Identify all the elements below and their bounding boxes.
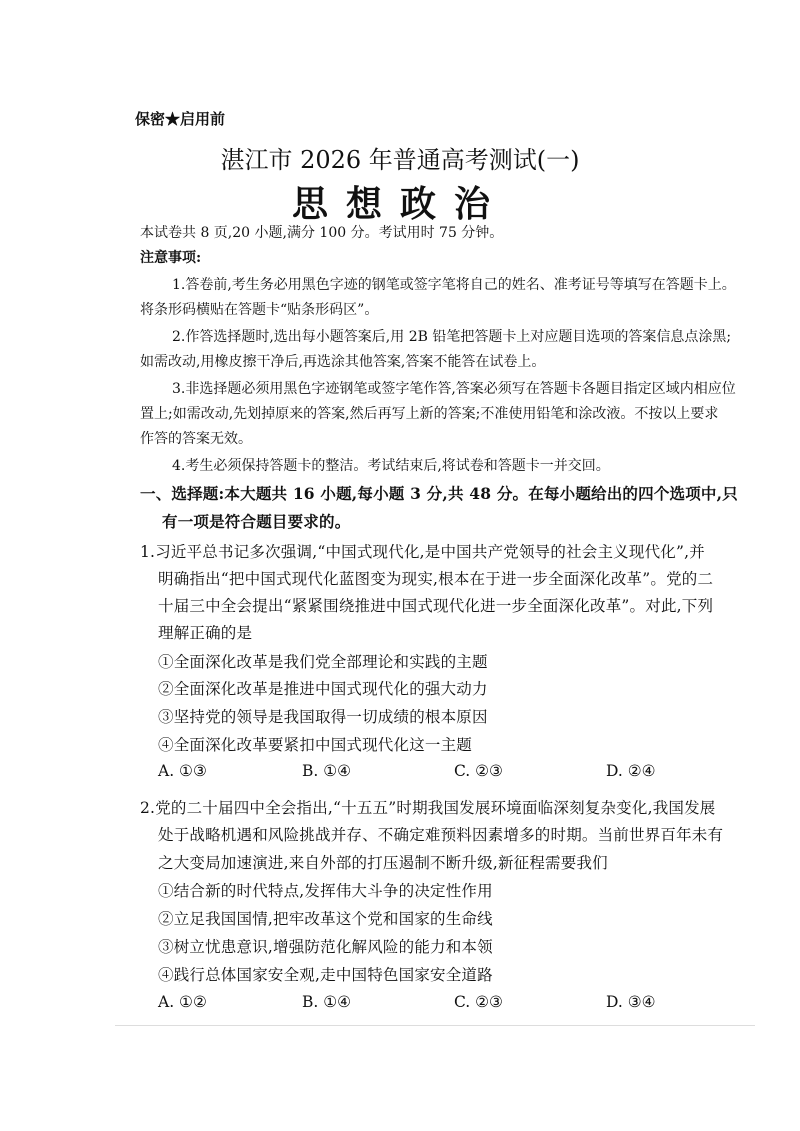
exam-title: 湛江市 2026 年普通高考测试(一) [220, 146, 580, 174]
section-heading-cont: 有一项是符合题目要求的。 [162, 512, 351, 531]
statement: ①结合新的时代特点,发挥伟大斗争的决定性作用 [158, 882, 493, 900]
statement: ③树立忧患意识,增强防范化解风险的能力和本领 [158, 938, 493, 956]
notice-item: 置上;如需改动,先划掉原来的答案,然后再写上新的答案;不准使用铅笔和涂改液。不按以上要求 [140, 406, 719, 422]
question-stem: 十届三中全会提出“紧紧围绕推进中国式现代化进一步全面深化改革”。对此,下列 [158, 597, 714, 615]
question-stem: 1.习近平总书记多次强调,“中国式现代化,是中国共产党领导的社会主义现代化”,并 [140, 543, 705, 561]
page-divider [115, 1025, 755, 1026]
statement: ②立足我国国情,把牢改革这个党和国家的生命线 [158, 910, 493, 928]
option-a[interactable]: A. ①② [158, 993, 207, 1011]
section-heading: 一、选择题:本大题共 16 小题,每小题 3 分,共 48 分。在每小题给出的四个选项中,只 [140, 484, 738, 503]
paper-info: 本试卷共 8 页,20 小题,满分 100 分。考试用时 75 分钟。 [140, 225, 504, 241]
question-stem: 2.党的二十届四中全会指出,“十五五”时期我国发展环境面临深刻复杂变化,我国发展 [140, 799, 716, 817]
option-a[interactable]: A. ①③ [158, 762, 207, 780]
question-stem: 明确指出“把中国式现代化蓝图变为现实,根本在于进一步全面深化改革”。党的二 [158, 570, 714, 588]
question-stem: 处于战略机遇和风险挑战并存、不确定难预料因素增多的时期。当前世界百年未有 [158, 826, 724, 844]
notice-item: 将条形码横贴在答题卡“贴条形码区”。 [140, 302, 379, 318]
question-stem: 之大变局加速演进,来自外部的打压遏制不断升级,新征程需要我们 [158, 854, 608, 872]
option-b[interactable]: B. ①④ [302, 762, 352, 780]
statement: ①全面深化改革是我们党全部理论和实践的主题 [158, 653, 488, 671]
notice-item: 2.作答选择题时,选出每小题答案后,用 2B 铅笔把答题卡上对应题目选项的答案信息点涂黑; [172, 329, 732, 345]
option-c[interactable]: C. ②③ [454, 993, 503, 1011]
notice-item: 作答的答案无效。 [140, 431, 252, 447]
option-d[interactable]: D. ③④ [606, 993, 656, 1011]
option-d[interactable]: D. ②④ [606, 762, 656, 780]
notice-item: 1.答卷前,考生务必用黑色字迹的钢笔或签字笔将自己的姓名、准考证号等填写在答题卡上。 [172, 277, 736, 293]
option-c[interactable]: C. ②③ [454, 762, 503, 780]
notice-heading: 注意事项: [140, 250, 202, 266]
statement: ②全面深化改革是推进中国式现代化的强大动力 [158, 680, 488, 698]
notice-item: 3.非选择题必须用黑色字迹钢笔或签字笔作答,答案必须写在答题卡各题目指定区域内相应位 [172, 381, 736, 397]
question-stem: 理解正确的是 [158, 624, 253, 642]
notice-item: 4.考生必须保持答题卡的整洁。考试结束后,将试卷和答题卡一并交回。 [172, 458, 610, 474]
confidential-label: 保密★启用前 [135, 110, 226, 128]
option-b[interactable]: B. ①④ [302, 993, 352, 1011]
subject-title: 思想政治 [291, 183, 508, 225]
statement: ④践行总体国家安全观,走中国特色国家安全道路 [158, 966, 493, 984]
notice-item: 如需改动,用橡皮擦干净后,再选涂其他答案,答案不能答在试卷上。 [140, 354, 546, 370]
statement: ③坚持党的领导是我国取得一切成绩的根本原因 [158, 708, 488, 726]
statement: ④全面深化改革要紧扣中国式现代化这一主题 [158, 736, 473, 754]
